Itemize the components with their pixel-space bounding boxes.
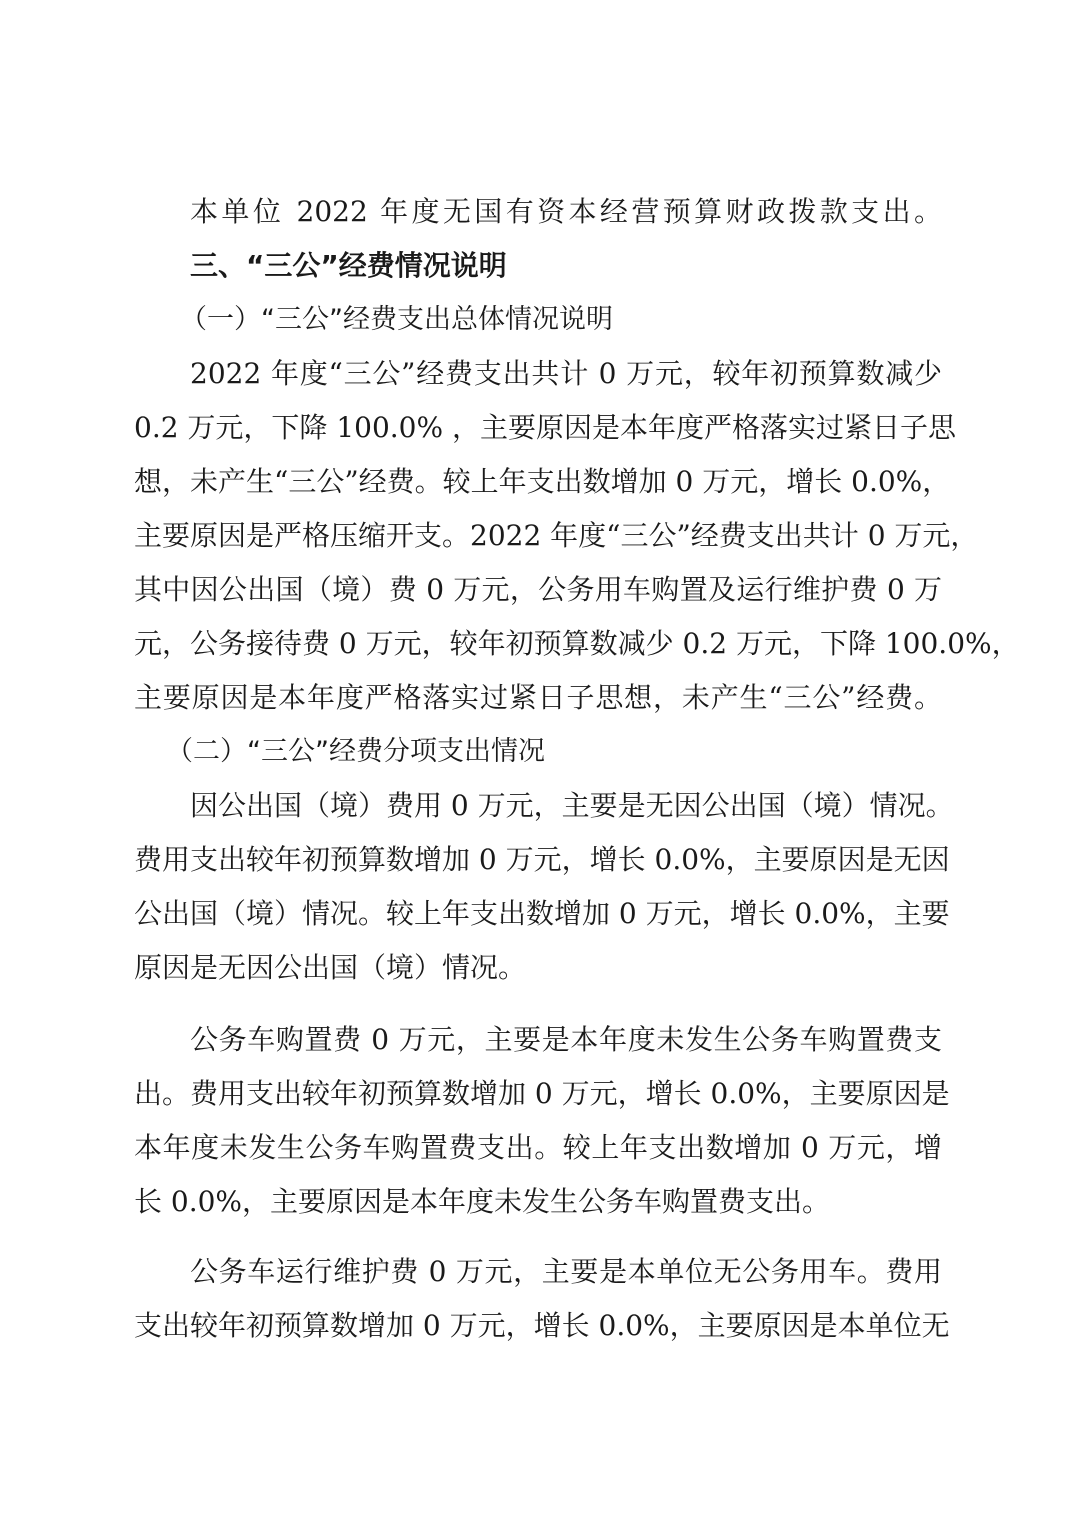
subsection-heading: （一）“三公”经费支出总体情况说明 [180,304,613,335]
paragraph-line: 原因是无因公出国（境）情况。 [134,951,527,984]
paragraph-line: 本年度未发生公务车购置费支出。较上年支出数增加 0 万元，增 [134,1131,942,1164]
paragraph-line: 0.2 万元，下降 100.0% ，主要原因是本年度严格落实过紧日子思 [134,411,956,444]
paragraph-line: 公务车运行维护费 0 万元，主要是本单位无公务用车。费用 [190,1255,942,1288]
section-heading: 三、“三公”经费情况说明 [190,249,507,282]
paragraph-line: 主要原因是本年度严格落实过紧日子思想，未产生“三公”经费。 [134,681,942,714]
paragraph-line: 其中因公出国（境）费 0 万元，公务用车购置及运行维护费 0 万 [134,573,942,606]
subsection-heading: （二）“三公”经费分项支出情况 [166,736,545,767]
paragraph-line: 2022 年度“三公”经费支出共计 0 万元，较年初预算数减少 [190,357,942,390]
paragraph-line: 本单位 2022 年度无国有资本经营预算财政拨款支出。 [190,195,942,228]
paragraph-line: 支出较年初预算数增加 0 万元，增长 0.0%，主要原因是本单位无 [134,1309,950,1342]
paragraph-line: 元，公务接待费 0 万元，较年初预算数减少 0.2 万元，下降 100.0%， [134,627,1020,660]
paragraph-line: 长 0.0%，主要原因是本年度未发生公务车购置费支出。 [134,1185,831,1218]
paragraph-line: 因公出国（境）费用 0 万元，主要是无因公出国（境）情况。 [190,789,954,822]
paragraph-line: 公出国（境）情况。较上年支出数增加 0 万元，增长 0.0%，主要 [134,897,950,930]
paragraph-line: 想，未产生“三公”经费。较上年支出数增加 0 万元，增长 0.0%， [134,465,951,498]
paragraph-line: 费用支出较年初预算数增加 0 万元，增长 0.0%，主要原因是无因 [134,843,950,876]
paragraph-line: 公务车购置费 0 万元，主要是本年度未发生公务车购置费支 [190,1023,942,1056]
paragraph-line: 出。费用支出较年初预算数增加 0 万元，增长 0.0%，主要原因是 [134,1077,950,1110]
paragraph-line: 主要原因是严格压缩开支。2022 年度“三公”经费支出共计 0 万元， [134,519,979,552]
